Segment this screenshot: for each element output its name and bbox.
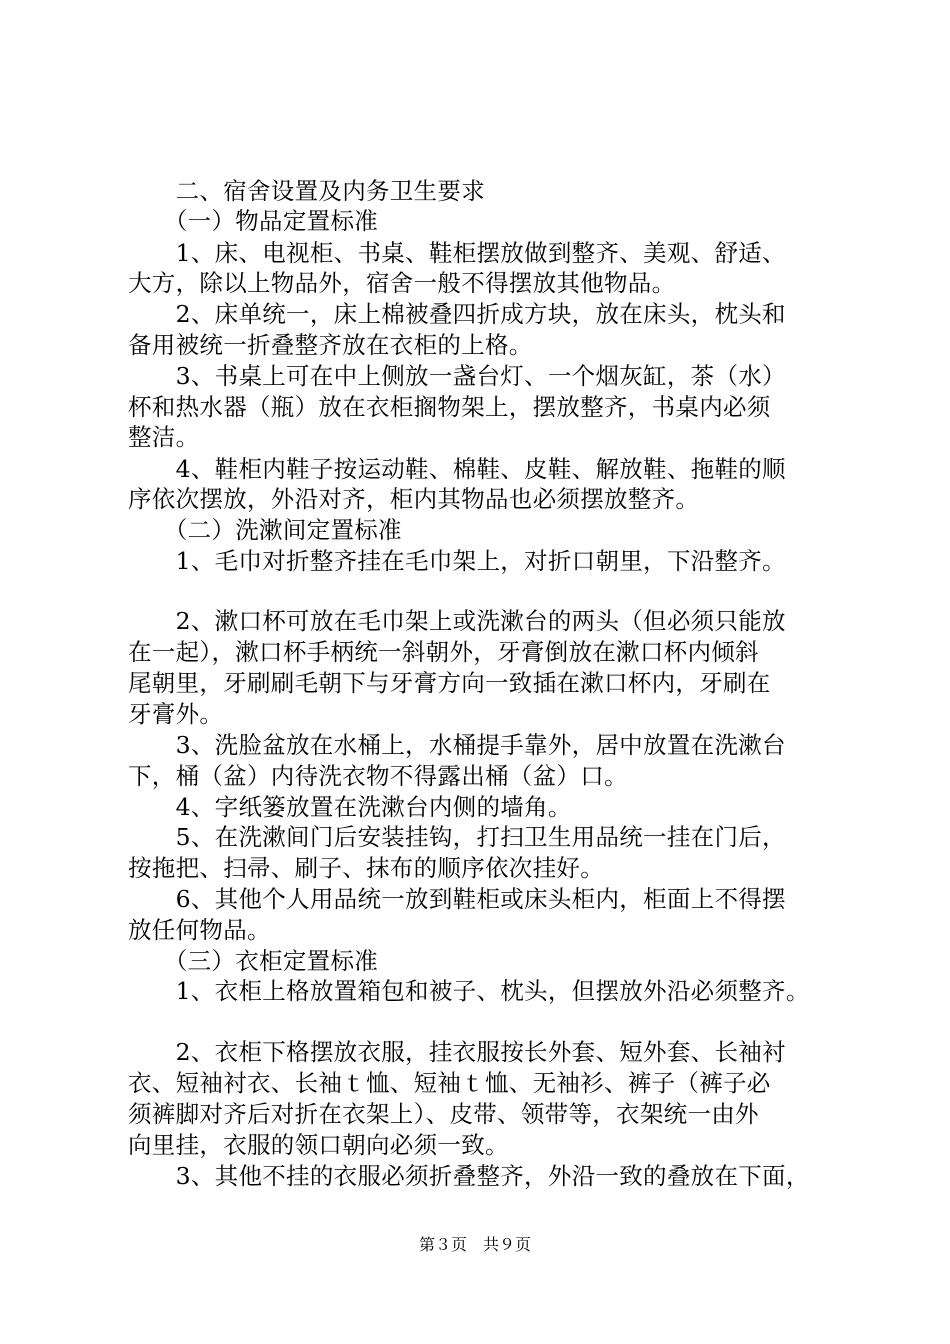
page-number-footer: 第３页 共９页 [418, 1235, 531, 1254]
paragraph-line: 备用被统一折叠整齐放在衣柜的上格。 [128, 331, 533, 359]
paragraph-line: 衣、短袖衬衣、长袖ｔ恤、短袖ｔ恤、无袖衫、裤子（裤子必 [128, 1069, 771, 1097]
subsection-heading: （三）衣柜定置标准 [128, 947, 379, 975]
paragraph-line: 按拖把、扫帚、刷子、抹布的顺序依次挂好。 [128, 854, 604, 882]
paragraph-line: 序依次摆放，外沿对齐，柜内其物品也必须摆放整齐。 [128, 485, 700, 513]
paragraph-line: 2、床单统一，床上棉被叠四折成方块，放在床头，枕头和 [128, 300, 786, 328]
paragraph-line: 2、漱口杯可放在毛巾架上或洗漱台的两头（但必须只能放 [128, 607, 786, 635]
paragraph-line: 下，桶（盆）内待洗衣物不得露出桶（盆）口。 [128, 762, 628, 790]
paragraph-line: 4、字纸篓放置在洗漱台内侧的墙角。 [128, 793, 572, 821]
paragraph-line: 整洁。 [128, 423, 200, 451]
paragraph-line: 3、其他不挂的衣服必须折叠整齐，外沿一致的叠放在下面， [128, 1162, 810, 1190]
paragraph-line: 1、衣柜上格放置箱包和被子、枕头，但摆放外沿必须整齐。 [128, 977, 810, 1005]
paragraph-line: 5、在洗漱间门后安装挂钩，打扫卫生用品统一挂在门后， [128, 823, 786, 851]
paragraph-line: 3、洗脸盆放在水桶上，水桶提手靠外，居中放置在洗漱台 [128, 731, 786, 759]
subsection-heading: （一）物品定置标准 [128, 207, 379, 235]
section-heading: 二、宿舍设置及内务卫生要求 [128, 177, 485, 205]
paragraph-line: 2、衣柜下格摆放衣服，挂衣服按长外套、短外套、长袖衬 [128, 1038, 786, 1066]
paragraph-line: 3、书桌上可在中上侧放一盏台灯、一个烟灰缸，茶（水） [128, 362, 786, 390]
paragraph-line: 向里挂，衣服的领口朝向必须一致。 [128, 1131, 509, 1159]
paragraph-line: 1、床、电视柜、书桌、鞋柜摆放做到整齐、美观、舒适、 [128, 239, 786, 267]
paragraph-line: 尾朝里，牙刷刷毛朝下与牙膏方向一致插在漱口杯内，牙刷在 [128, 669, 771, 697]
paragraph-line: 牙膏外。 [128, 700, 224, 728]
paragraph-line: 放任何物品。 [128, 916, 271, 944]
paragraph-line: 1、毛巾对折整齐挂在毛巾架上，对折口朝里，下沿整齐。 [128, 547, 786, 575]
paragraph-line: 大方，除以上物品外，宿舍一般不得摆放其他物品。 [128, 269, 676, 297]
paragraph-line: 4、鞋柜内鞋子按运动鞋、棉鞋、皮鞋、解放鞋、拖鞋的顺 [128, 455, 786, 483]
subsection-heading: （二）洗漱间定置标准 [128, 516, 402, 544]
paragraph-line: 6、其他个人用品统一放到鞋柜或床头柜内，柜面上不得摆 [128, 885, 786, 913]
paragraph-line: 杯和热水器（瓶）放在衣柜搁物架上，摆放整齐，书桌内必须 [128, 393, 771, 421]
paragraph-line: 须裤脚对齐后对折在衣架上）、皮带、领带等，衣架统一由外 [128, 1100, 759, 1128]
paragraph-line: 在一起），漱口杯手柄统一斜朝外，牙膏倒放在漱口杯内倾斜 [128, 638, 759, 666]
